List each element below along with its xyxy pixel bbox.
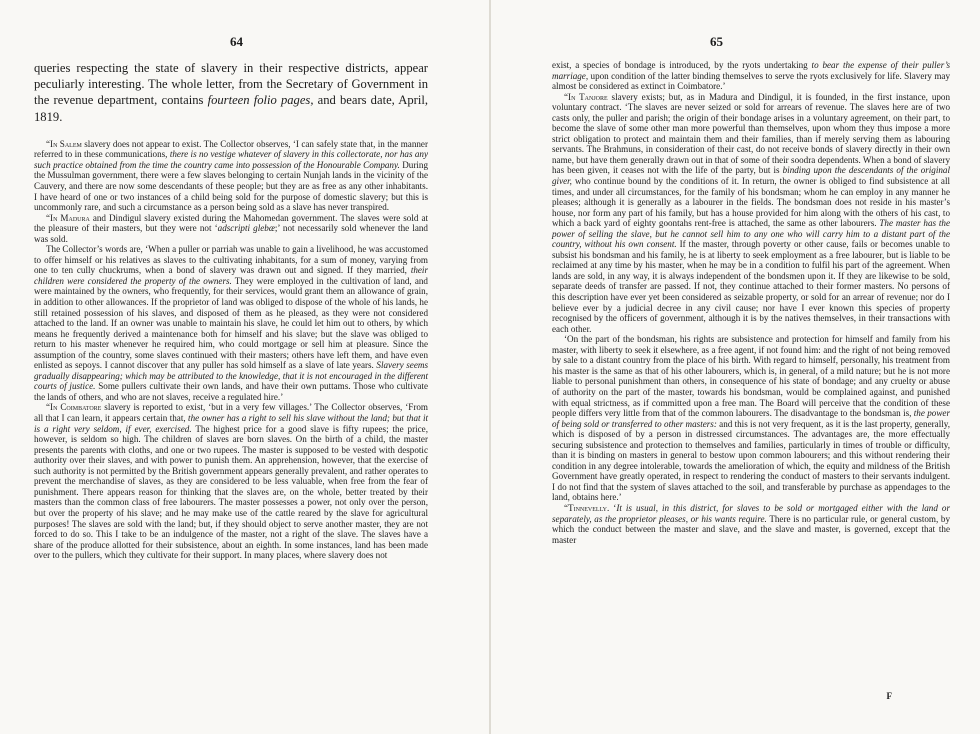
paragraph-italic: adscripti glebæ <box>217 223 275 234</box>
paragraph-italic: there is no vestige whatever of slavery in this collectorate, nor has any such practice obtained from the time the country came into possession of the Honourable Company. <box>34 149 428 170</box>
paragraph-text: There is no particular rule, or general custom, by which the conduct between the master and slave, and the slave and master, is governed, except that the master <box>552 513 950 545</box>
signature-mark: F <box>886 691 892 701</box>
paragraph-text: upon condition of the latter binding themselves to serve the ryots exclusively for life. Slavery may almost be considered as extinct in Coimbatore.’ <box>552 70 950 92</box>
lead-madura: “In Madura <box>46 212 90 223</box>
lead-tanjore: “In Tanjore <box>564 91 608 102</box>
paragraph-italic: binding upon the descendants of the original giver, <box>552 165 950 187</box>
paragraph-italic: to bear the expense of their puller’s marriage, <box>552 60 950 81</box>
page-number-left: 64 <box>230 34 243 49</box>
paragraph-text: ‘On the part of the bondsman, his rights are subsistence and protection for himself and family from his master, with liberty to seek it elsewhere, as a free agent, if not found him: and the right of not being removed by sale to a distant country from the place of his birth. With regard to himself, personally, his treatment from his master is the same as that of his other labourers, which is, in general, of a mild nature; but he is not more liable to personal punishment than others, in consequence of his state of bondage; and any cruelty or abuse of authority on the part of the master, towards his bondsman, would be complained against, and punished with equal strictness, as if committed upon a free man. The Board will perceive that the condition of these people differs very little from that of the common labourers. The disadvantage to the bondsman is, <box>552 334 950 419</box>
paragraph-madura <box>34 213 428 245</box>
paragraph-text: slavery does not appear to exist. The Collector observes, ‘I can safely state that, in the manner referred to in these communications, <box>34 138 428 160</box>
paragraph-italic: It is usual, in this district, for slaves to be sold or mortgaged either with the land or separately, as the proprietor pleases, or his wants require. <box>552 502 950 524</box>
paragraph-text: They were employed in the cultivation of land, and were maintained by the owners, who frequently, for their services, would grant them an allowance of grain, in addition to other allowances. If the proprietor of land was obliged to dispose of the whole of his lands, he still retained possession of his slaves, and disposed of them as he pleased, as they were not considered attached to the land. If an owner was unable to maintain his slave, he could let him out to others, by which means he frequently derived a maintenance both for himself and his slave; but the slave was obliged to return to his master whenever he required him, who could mortgage or sell him at pleasure. Since the assumption of the country, some slaves continued with their masters; others have left them, and have even enlisted as sepoys. I cannot discover that any puller has sold himself as a slave of late years. <box>34 275 428 371</box>
intro-text-b: and bears date, April, 1819. <box>34 93 428 124</box>
paragraph-tanjore <box>552 92 950 335</box>
paragraph-coimbatore <box>34 402 428 560</box>
intro-text-a: queries respecting the state of slavery in their respective districts, appear peculiarly interesting. The whole letter, from the Secretary of Government in the revenue department, contains <box>34 61 428 108</box>
paragraph-italic: The master has the power of selling the slave, but he cannot sell him to any one who will carry him to a distant part of the country, without his own consent. <box>552 218 950 250</box>
paragraph-text: If the master, through poverty or other cause, fails or becomes unable to subsist his bondsman and his family, he is at liberty to seek employment as a free labourer, but is liable to be reclaimed at any time by his master, when he may be in a condition to fulfil his part of the agreement. When lands are sold, in any way, it is always independent of the bondsmen upon it. If they are likewise to be sold, separate deeds of transfer are passed. If not, they continue attached to their former masters. No persons of this description have ever yet been considered as seizable property, or sold for an arrear of revenue; nor do I believe ever by a judicial decree in any civil cause; nor have I ever known this species of property recognised by the officers of government, although it is by the natives themselves, in their transactions with each other. <box>552 239 950 334</box>
paragraph-text: and this is not very frequent, as it is the last property, generally, which is disposed of by a person in distressed circumstances. The advantages are, the more effectually securing subsistence and protection to themselves and families, particularly in times of trouble or difficulty, than it is binding on masters in general to bestow upon common labourers; and this without rendering their condition in any degree intolerable, towards the amelioration of which, the equity and mildness of the British Government have greatly operated, in respect to rendering the conduct of masters to their servants indulgent. I do not find that the system of slaves attached to the soil, and transferable by purchase as appendages to the land, obtains here.’ <box>552 418 950 503</box>
intro-paragraph <box>34 60 428 125</box>
paragraph-italic: the owner has a right to sell his slave without the land; but that it is a right very seldom, if ever, exercised. <box>34 413 428 434</box>
paragraph-text: slavery exists; but, as in Madura and Dindigul, it is founded, in the first instance, upon voluntary contract. ‘The slaves are never seized or sold for arrears of revenue. The slaves here are of two casts only, the puller and parish; the origin of their bondage arises in a voluntary agreement, on their part, to become the slave of some other man more powerful than themselves, upon whom they thus impose a more strict obligation to protect and maintain them and their families, than if merely serving them as labouring servants. The Brahmuns, in consideration of their cast, do not receive bonds of slavery directly in their own name, but have them generally drawn out in that of some of their soodra dependents. When a bond of slavery has been given, it ceases not with the life of the party, but is <box>552 91 951 176</box>
paragraph-text: who continue bound by the conditions of it. In return, the owner is obliged to find subsistence at all times, and under all circumstances, for the family of his bondsman; whom he can employ in any manner he pleases; although it is generally as a labourer in the fields. The bondsman does not reside in his master’s house, nor form any part of his family, but has a house provided for him along with the others of his cast, to which a back yard of eighty goontahs rent-free is attached, the same as other labourers. <box>552 176 950 229</box>
intro-italic: fourteen folio pages, <box>207 93 314 108</box>
right-page <box>490 0 980 734</box>
lead-tinnevelly: “Tinnevelly. <box>564 502 610 513</box>
paragraph-text: During the Mussulman government, there were a few slaves belonging to certain Nunjah lands in the vicinity of the Cauvery, and there are now some descendants of these people; but they are as free as any other inhabitants. I have heard of one or two instances of a child being sold for the purpose of domestic slavery; but this is uncommonly rare, and such a circumstance as a person being sold as a slave has never transpired. <box>34 159 428 213</box>
paragraph-tinnevelly <box>552 503 950 545</box>
paragraph-text: ‘ <box>609 502 617 513</box>
right-text-column <box>552 60 950 545</box>
paragraph-coimbatore-cont <box>552 60 950 92</box>
paragraph-collector-words <box>34 244 428 402</box>
paragraph-italic: Slavery seems gradually disappearing; which may be attributed to the knowledge, that it is not encouraged in the different courts of justice. <box>34 360 428 392</box>
paragraph-text: and Dindigul slavery existed during the Mahomedan government. The slaves were sold at the pleasure of their masters, but they were not ‘ <box>34 212 429 234</box>
lead-coimbatore: “In Coimbatore <box>46 402 102 413</box>
lead-salem: “In Salem <box>46 138 82 149</box>
paragraph-text: ;’ not necessarily sold whenever the land was sold. <box>34 223 428 244</box>
paragraph-text: Some pullers cultivate their own lands, and have their own puttams. Those who cultivate the lands of others, and who are not slaves, receive a regulated hire.’ <box>34 381 428 402</box>
paragraph-text: slavery is reported to exist, ‘but in a very few villages.’ The Collector observes, ‘From all that I can learn, it appears certain that, <box>34 402 428 424</box>
paragraph-salem <box>34 139 428 213</box>
page-number-right: 65 <box>710 34 723 49</box>
paragraph-italic: the power of being sold or transferred to other masters: <box>552 408 950 429</box>
paragraph-text: The highest price for a good slave is fifty rupees; the price, however, is seldom so high. The children of slaves are born slaves. On the birth of a child, the master presents the parents with cloths, and one or two rupees. The master is supposed to be vested with despotic authority over their slaves, and with power to punish them. An apprehension, however, that the exercise of such authority is not permitted by the British government appears generally prevalent, and rather operates to prevent the merchandise of slaves, as they are considered to be less valuable, when free from the fear of punishment. There appears reason for thinking that the slaves are, on the whole, better treated by their masters than the common class of free labourers. The master possesses a power, not only over the person, but over the property of his slave; and he may make use of the cattle reared by the slave for agricultural purposes! The slaves are sold with the land; but, if they should object to serve another master, they are not forced to do so. This I take to be an indulgence of the master, not a right of the slave. The slaves have a share of the produce allotted for their subsistence, about an eighth. In some instances, land has been made over to the pullers, which they cultivate for their support. In many places, where slavery does not <box>34 423 428 561</box>
paragraph-text: The Collector’s words are, ‘When a puller or parriah was unable to gain a livelihood, he was accustomed to offer himself or his relatives as slaves to the cultivating inhabitants, for a sum of money, varying from one to ten cully chuckrums, when a bond of slavery was drawn out and signed. If they married, <box>34 244 428 276</box>
paragraph-italic: their children were considered the property of the owners. <box>34 265 428 286</box>
paragraph-text: exist, a species of bondage is introduced, by the ryots undertaking <box>552 60 812 70</box>
left-text-column <box>34 60 428 561</box>
paragraph-bondsman-rights <box>552 334 950 503</box>
